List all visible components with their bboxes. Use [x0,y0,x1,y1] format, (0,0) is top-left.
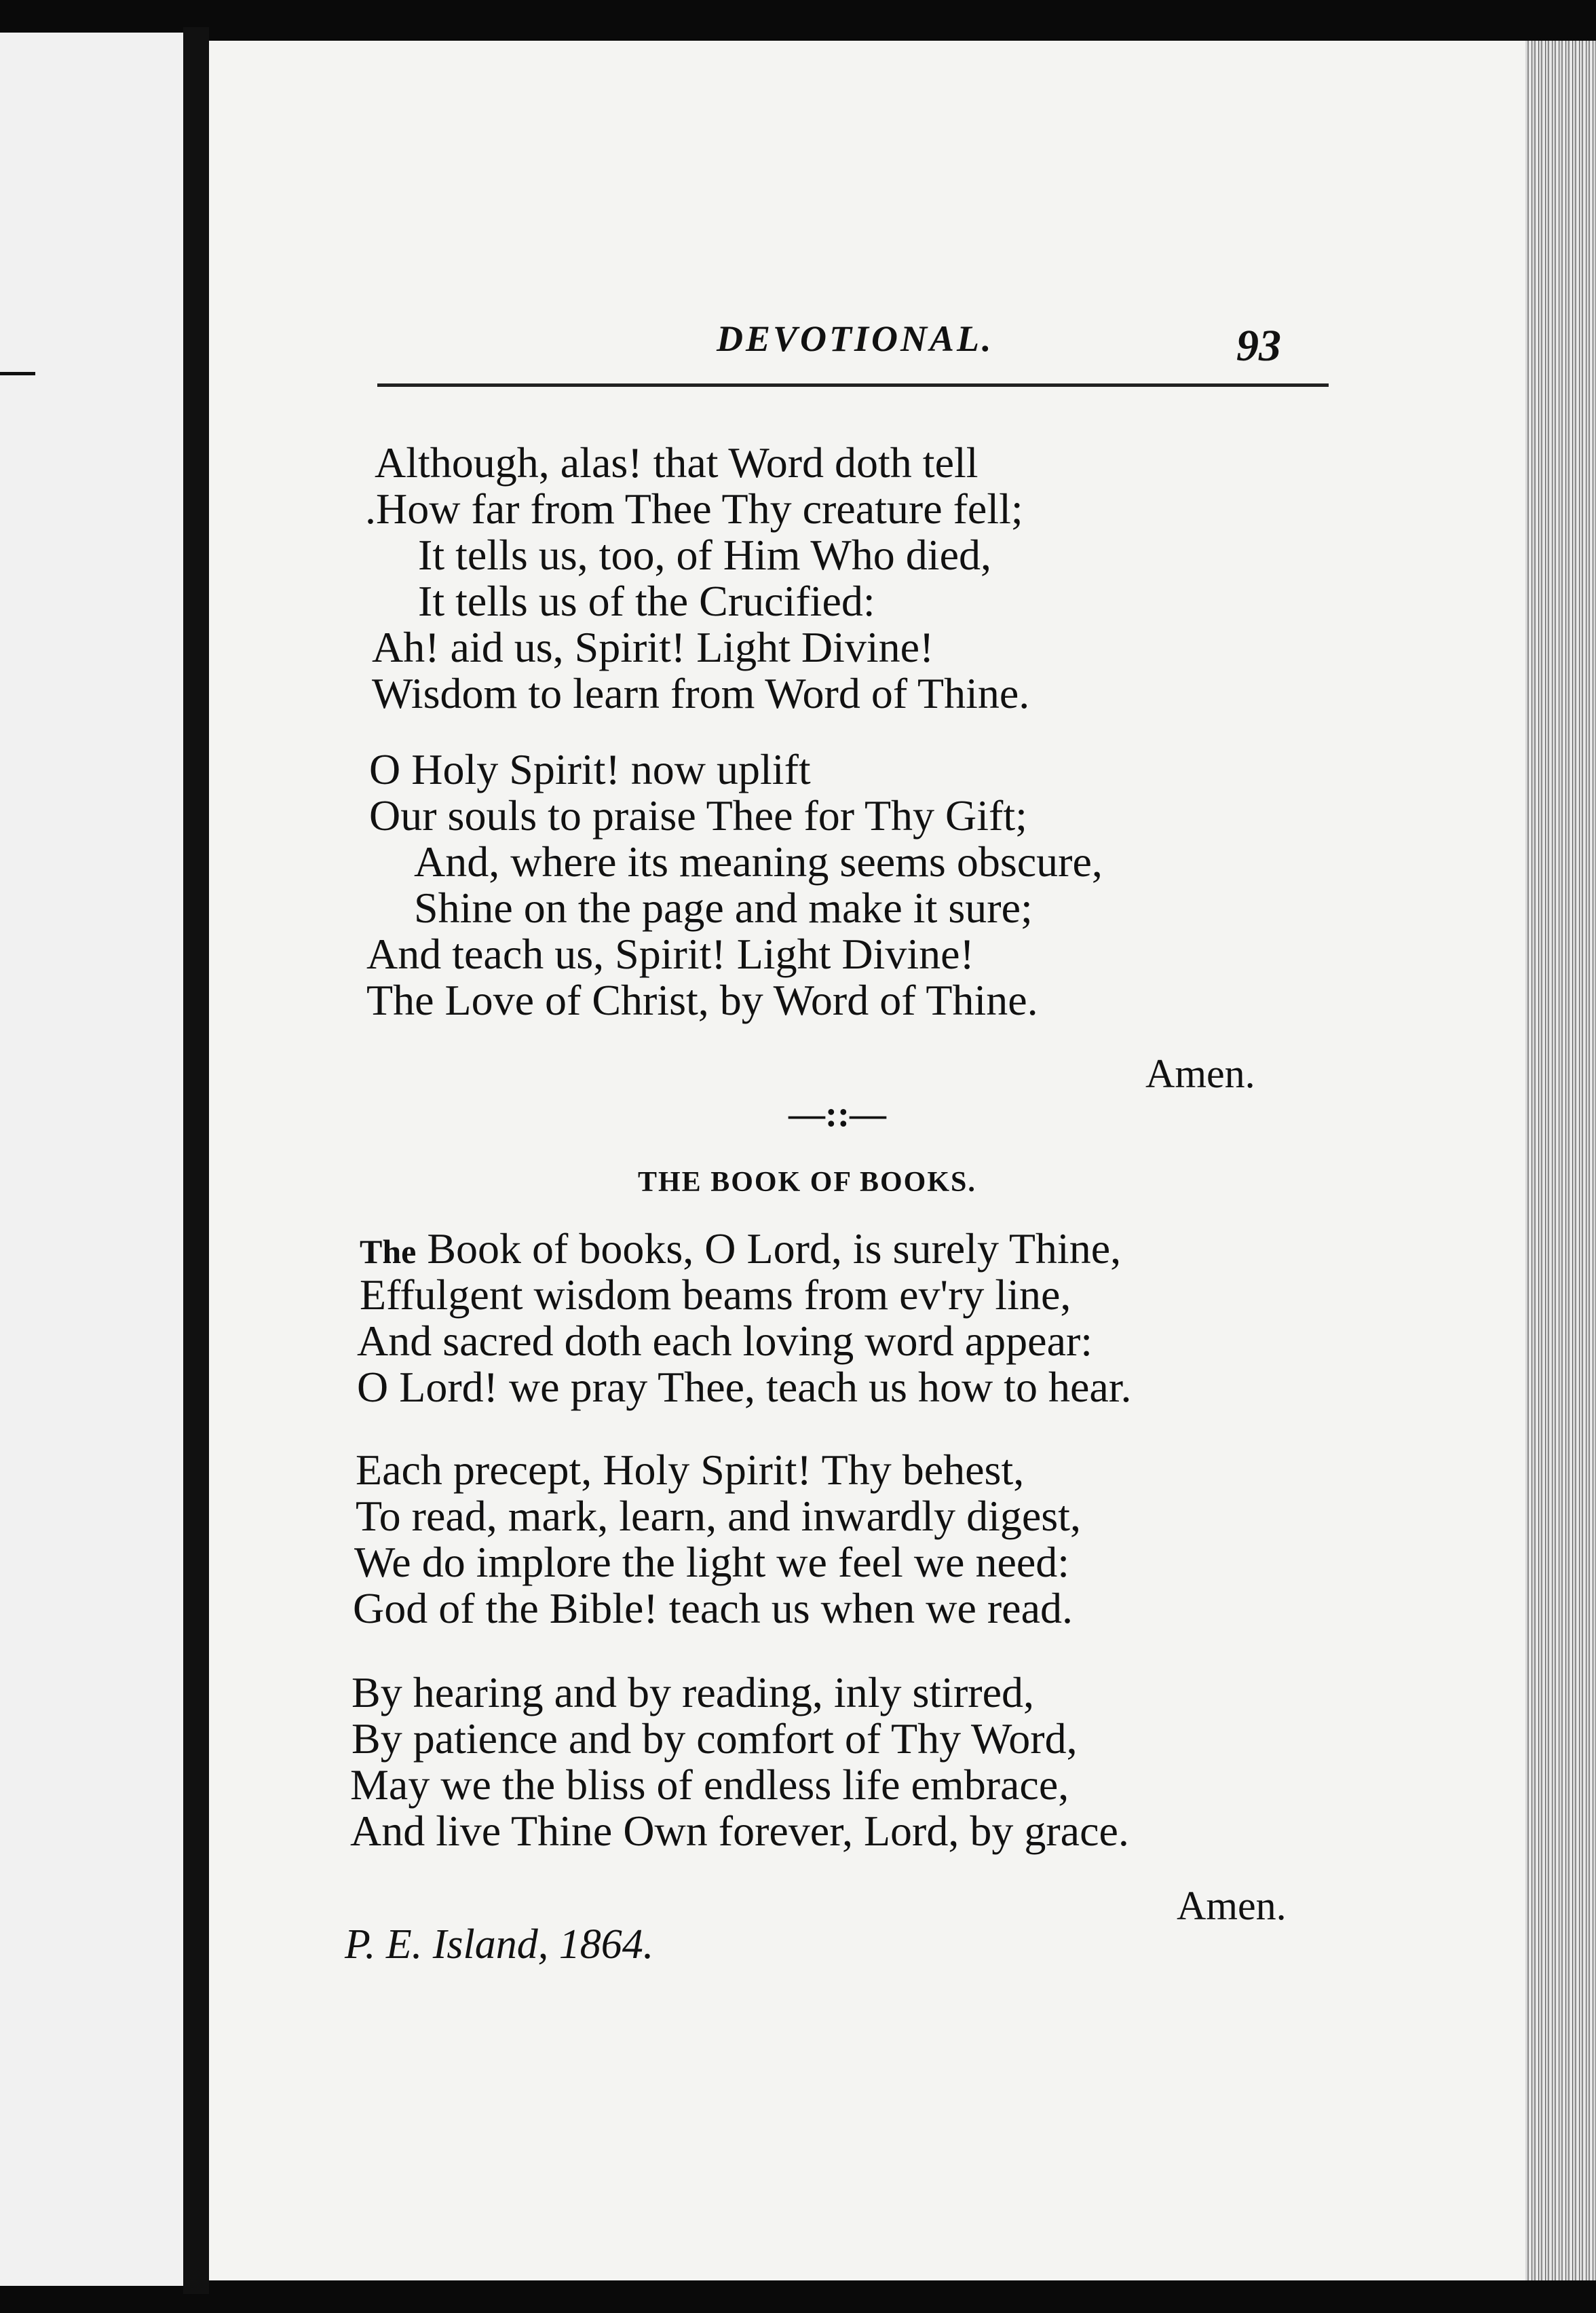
verse-line: It tells us, too, of Him Who died, [418,531,991,579]
running-header: DEVOTIONAL. [717,318,994,359]
verse-line: The Love of Christ, by Word of Thine. [366,976,1038,1024]
verse-line: And sacred doth each loving word appear: [357,1317,1093,1365]
amen: Amen. [1177,1883,1287,1928]
verse-line: Although, alas! that Word doth tell [375,438,978,487]
verse-line: God of the Bible! teach us when we read. [353,1584,1073,1632]
verse-line: It tells us of the Crucified: [418,577,875,625]
verse-line: And, where its meaning seems obscure, [414,838,1103,886]
verse-line: By hearing and by reading, inly stirred, [352,1668,1034,1716]
verse-line: Effulgent wisdom beams from ev'ry line, [360,1271,1071,1319]
verse-line: By patience and by comfort of Thy Word, [352,1714,1078,1763]
verse-line: Each precept, Holy Spirit! Thy behest, [356,1446,1025,1494]
amen: Amen. [1145,1051,1255,1096]
verse-line: And live Thine Own forever, Lord, by grace. [350,1807,1129,1855]
facing-page-mark [0,372,35,375]
verse-line: O Holy Spirit! now uplift [369,745,811,793]
verse-line: O Lord! we pray Thee, teach us how to hear. [357,1363,1132,1411]
verse-line: May we the bliss of endless life embrace, [350,1761,1069,1809]
verse-line: And teach us, Spirit! Light Divine! [366,930,974,978]
verse-line: Shine on the page and make it sure; [414,884,1033,932]
header-rule [377,383,1329,387]
section-divider: —::— [788,1093,886,1134]
verse-line: To read, mark, learn, and inwardly digest, [356,1492,1081,1540]
verse-line: We do implore the light we feel we need: [354,1538,1070,1586]
book-spine [183,27,209,2294]
page-edges [1525,41,1596,2280]
verse-line: .How far from Thee Thy creature fell; [365,485,1023,533]
page-number: 93 [1236,321,1281,371]
hymn-title: THE BOOK OF BOOKS. [638,1167,976,1198]
verse-line: Wisdom to learn from Word of Thine. [372,669,1030,717]
verse-line: Ah! aid us, Spirit! Light Divine! [372,623,934,671]
drop-word: The [360,1233,417,1271]
verse-line: Our souls to praise Thee for Thy Gift; [369,791,1027,840]
facing-page [0,33,183,2286]
place-date-signature: P. E. Island, 1864. [345,1921,654,1968]
verse-line: The Book of books, O Lord, is surely Thine, [360,1224,1122,1273]
